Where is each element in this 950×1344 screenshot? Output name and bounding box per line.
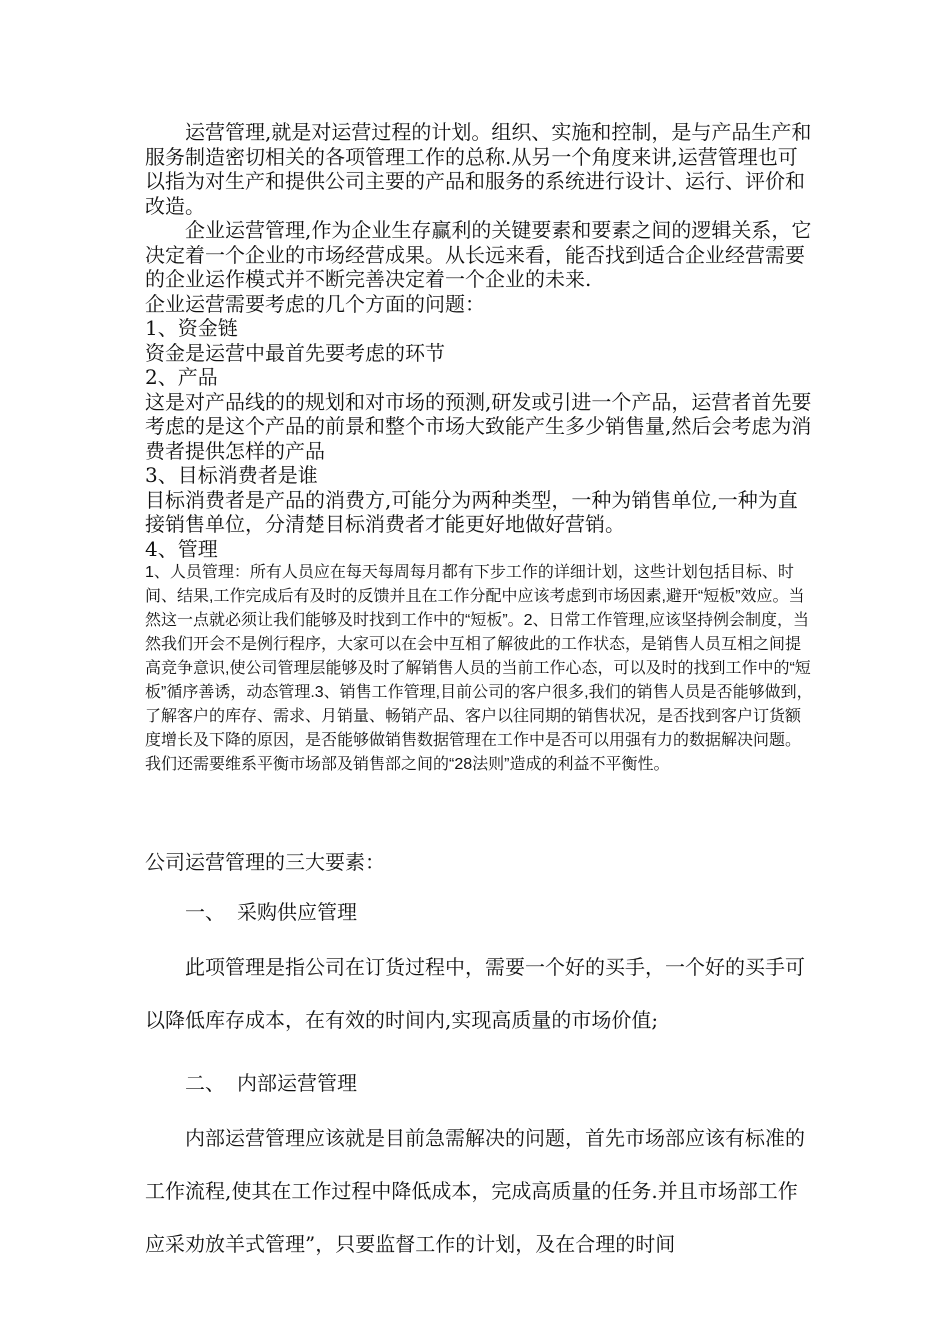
three-elements-section [145, 896, 813, 1271]
intro-paragraph-2: 企业运营管理,作为企业生存赢利的关键要素和要素之间的逻辑关系，它决定着一个企业的市场经营成果。从长远来看，能否找到适合企业经营需要的企业运作模式并不断完善决定着一个企业的未来. [145, 218, 812, 291]
management-detail: 1、人员管理：所有人员应在每天每周每月都有下步工作的详细计划，这些计划包括目标、时间、结果,工作完成后有及时的反馈并且在工作分配中应该考虑到市场因素,避开“短板”效应。当然这一点就必须让我们能够及时找到工作中的“短板”。2、日常工作管理,应该坚持例会制度，当然我们开会不是例行程序，大家可以在会中互相了解彼此的工作状态，是销售人员互相之间提高竞争意识,使公司管理层能够及时了解销售人员的当前工作心态，可以及时的找到工作中的“短板”循序善诱，动态管理.3、销售工作管理,目前公司的客户很多,我们的销售人员是否能够做到，了解客户的库存、需求、月销量、畅销产品、客户以往同期的销售状况，是否找到客户订货额度增长及下降的原因，是否能够做销售数据管理在工作中是否可以用强有力的数据解决问题。我们还需要维系平衡市场部及销售部之间的“28法则”造成的利益不平衡性。 [145, 564, 813, 773]
considerations-heading: 企业运营需要考虑的几个方面的问题： [145, 291, 485, 316]
document-page [145, 120, 813, 777]
element-2-body: 内部运营管理应该就是目前急需解决的问题，首先市场部应该有标准的工作流程,使其在工作过程中降低成本，完成高质量的任务.并且市场部工作应采劝放羊式管理”，只要监督工作的计划，及在合理的时间 [145, 1126, 805, 1256]
element-2-heading [145, 1067, 813, 1096]
intro-paragraph-1: 运营管理,就是对运营过程的计划。组织、实施和控制，是与产品生产和服务制造密切相关的各项管理工作的总称.从另一个角度来讲,运营管理也可以指为对生产和提供公司主要的产品和服务的系统进行设计、运行、评价和改造。 [145, 120, 812, 218]
item-body-product: 这是对产品线的的规划和对市场的预测,研发或引进一个产品，运营者首先要考虑的是这个产品的前景和整个市场大致能产生多少销售量,然后会考虑为消费者提供怎样的产品 [145, 389, 812, 463]
three-elements-heading: 公司运营管理的三大要素： [145, 850, 385, 874]
item-body-consumer: 目标消费者是产品的消费方,可能分为两种类型，一种为销售单位,一种为直接销售单位，分清楚目标消费者才能更好地做好营销。 [145, 487, 798, 536]
item-body-funding: 资金是运营中最首先要考虑的环节 [145, 340, 445, 365]
item-title-product: 2、产品 [145, 365, 218, 389]
element-1-heading [145, 896, 813, 925]
item-title-management: 4、管理 [145, 536, 218, 561]
element-1-number: 一、 [185, 900, 225, 924]
element-1-body: 此项管理是指公司在订货过程中，需要一个好的买手，一个好的买手可以降低库存成本，在有效的时间内,实现高质量的市场价值; [145, 955, 805, 1032]
item-title-consumer: 3、目标消费者是谁 [145, 463, 318, 487]
item-title-funding: 1、资金链 [145, 316, 238, 340]
element-2-title: 内部运营管理 [237, 1071, 357, 1095]
element-2-number: 二、 [185, 1071, 225, 1095]
element-1-title: 采购供应管理 [237, 900, 357, 924]
